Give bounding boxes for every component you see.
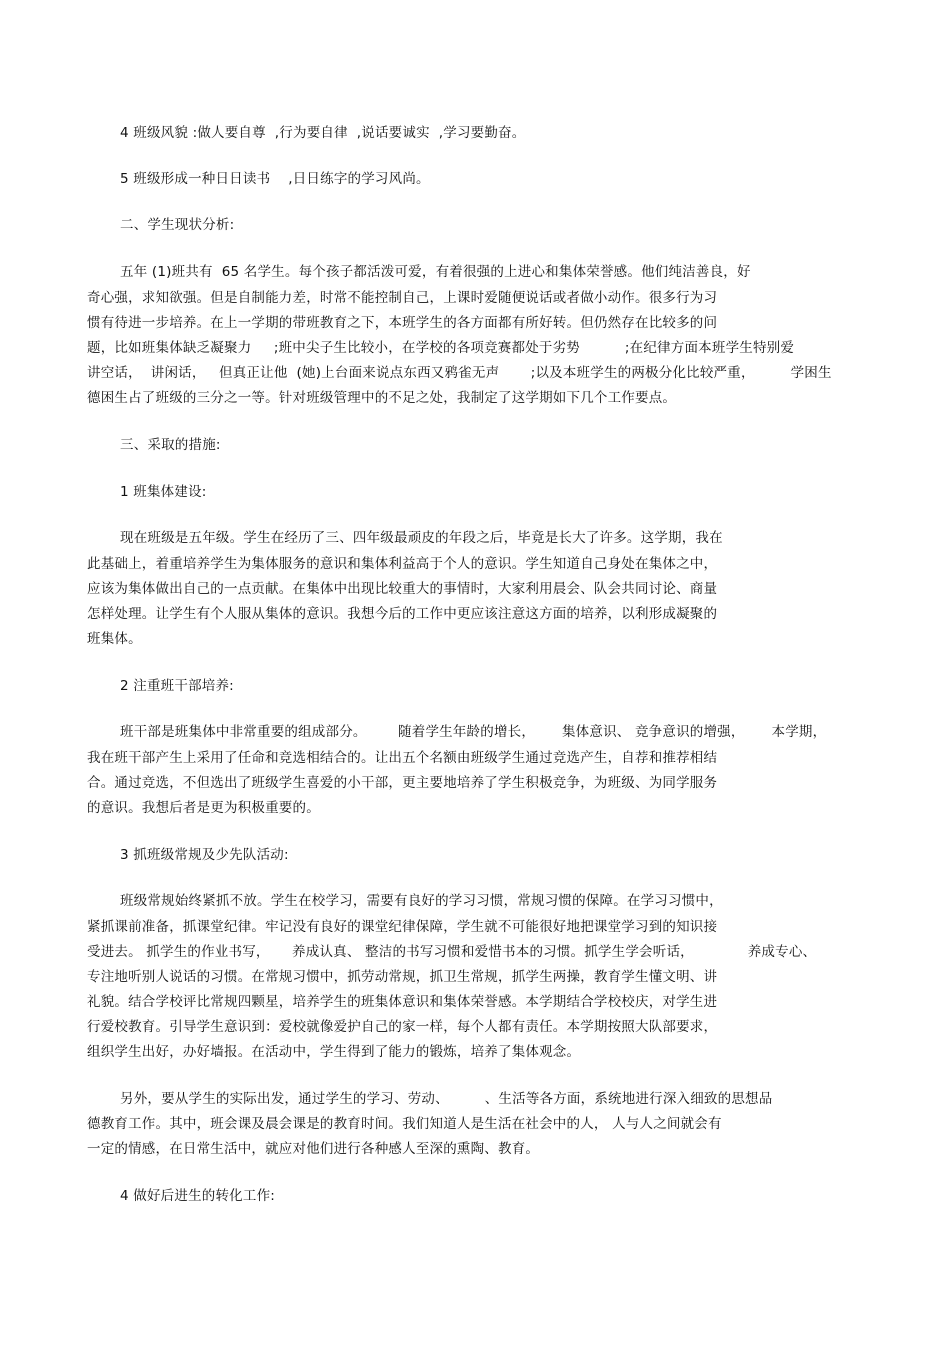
text-line: 行爱校教育。引导学生意识到：爱校就像爱护自己的家一样，每个人都有责任。本学期按照大队部要求， bbox=[87, 1019, 718, 1035]
text-line: 五年 (1)班共有 65 名学生。每个孩子都活泼可爱，有着很强的上进心和集体荣誉感。他们纯洁善良，好 bbox=[120, 264, 751, 280]
text-line: 组织学生出好，办好墙报。在活动中，学生得到了能力的锻炼，培养了集体观念。 bbox=[87, 1044, 581, 1060]
subsection-heading: 2 注重班干部培养: bbox=[120, 678, 234, 694]
section-heading: 三、采取的措施: bbox=[120, 437, 221, 453]
text-line: 班干部是班集体中非常重要的组成部分。 随着学生年龄的增长， 集体意识、 竞争意识的增强， 本学期， bbox=[120, 724, 827, 740]
text-line: 奇心强，求知欲强。但是自制能力差，时常不能控制自己，上课时爱随便说话或者做小动作。很多行为习 bbox=[87, 290, 718, 306]
text-line: 班级常规始终紧抓不放。学生在校学习，需要有良好的学习习惯，常规习惯的保障。在学习习惯中， bbox=[120, 893, 723, 909]
subsection-heading: 4 做好后进生的转化工作: bbox=[120, 1188, 276, 1204]
text-line: 的意识。我想后者是更为积极重要的。 bbox=[87, 800, 320, 816]
text-line: 4 班级风貌 :做人要自尊 ,行为要自律 ,说话要诚实 ,学习要勤奋。 bbox=[120, 125, 526, 141]
section-heading: 二、学生现状分析: bbox=[120, 217, 235, 233]
text-line: 合。通过竞选，不但选出了班级学生喜爱的小干部，更主要地培养了学生积极竞争，为班级、为同学服务 bbox=[87, 775, 718, 791]
text-line: 题，比如班集体缺乏凝聚力 ;班中尖子生比较小，在学校的各项竞赛都处于劣势 ;在纪律方面本班学生特别爱 bbox=[87, 340, 795, 356]
text-line: 讲空话， 讲闲话， 但真正让他 (她)上台面来说点东西又鸦雀无声 ;以及本班学生的两极分化比较严重， 学困生 bbox=[87, 365, 832, 381]
text-line: 此基础上，着重培养学生为集体服务的意识和集体利益高于个人的意识。学生知道自己身处在集体之中， bbox=[87, 556, 718, 572]
text-line: 5 班级形成一种日日读书 ,日日练字的学习风尚。 bbox=[120, 171, 430, 187]
text-line: 礼貌。结合学校评比常规四颗星，培养学生的班集体意识和集体荣誉感。本学期结合学校校庆，对学生进 bbox=[87, 994, 718, 1010]
subsection-heading: 1 班集体建设: bbox=[120, 484, 207, 500]
text-line: 我在班干部产生上采用了任命和竞选相结合的。让出五个名额由班级学生通过竞选产生，自荐和推荐相结 bbox=[87, 750, 718, 766]
text-line: 紧抓课前准备，抓课堂纪律。牢记没有良好的课堂纪律保障，学生就不可能很好地把课堂学习到的知识接 bbox=[87, 919, 718, 935]
text-line: 班集体。 bbox=[87, 631, 142, 647]
text-line: 另外，要从学生的实际出发，通过学生的学习、劳动、 、生活等各方面，系统地进行深入细致的思想品 bbox=[120, 1091, 773, 1107]
text-line: 怎样处理。让学生有个人服从集体的意识。我想今后的工作中更应该注意这方面的培养，以利形成凝聚的 bbox=[87, 606, 718, 622]
text-line: 专注地听别人说话的习惯。在常规习惯中，抓劳动常规，抓卫生常规，抓学生两操，教育学生懂文明、讲 bbox=[87, 969, 718, 985]
subsection-heading: 3 抓班级常规及少先队活动: bbox=[120, 847, 289, 863]
text-line: 德教育工作。其中，班会课及晨会课是的教育时间。我们知道人是生活在社会中的人， 人与人之间就会有 bbox=[87, 1116, 722, 1132]
text-line: 现在班级是五年级。学生在经历了三、四年级最顽皮的年段之后，毕竟是长大了许多。这学期，我在 bbox=[120, 530, 723, 546]
text-line: 应该为集体做出自己的一点贡献。在集体中出现比较重大的事情时，大家利用晨会、队会共同讨论、商量 bbox=[87, 581, 718, 597]
text-line: 一定的情感，在日常生活中，就应对他们进行各种感人至深的熏陶、教育。 bbox=[87, 1141, 540, 1157]
text-line: 惯有待进一步培养。在上一学期的带班教育之下，本班学生的各方面都有所好转。但仍然存在比较多的问 bbox=[87, 315, 718, 331]
text-line: 受进去。 抓学生的作业书写， 养成认真、 整洁的书写习惯和爱惜书本的习惯。抓学生学会听话， 养成专心、 bbox=[87, 944, 817, 960]
text-line: 德困生占了班级的三分之一等。针对班级管理中的不足之处，我制定了这学期如下几个工作要点。 bbox=[87, 390, 677, 406]
